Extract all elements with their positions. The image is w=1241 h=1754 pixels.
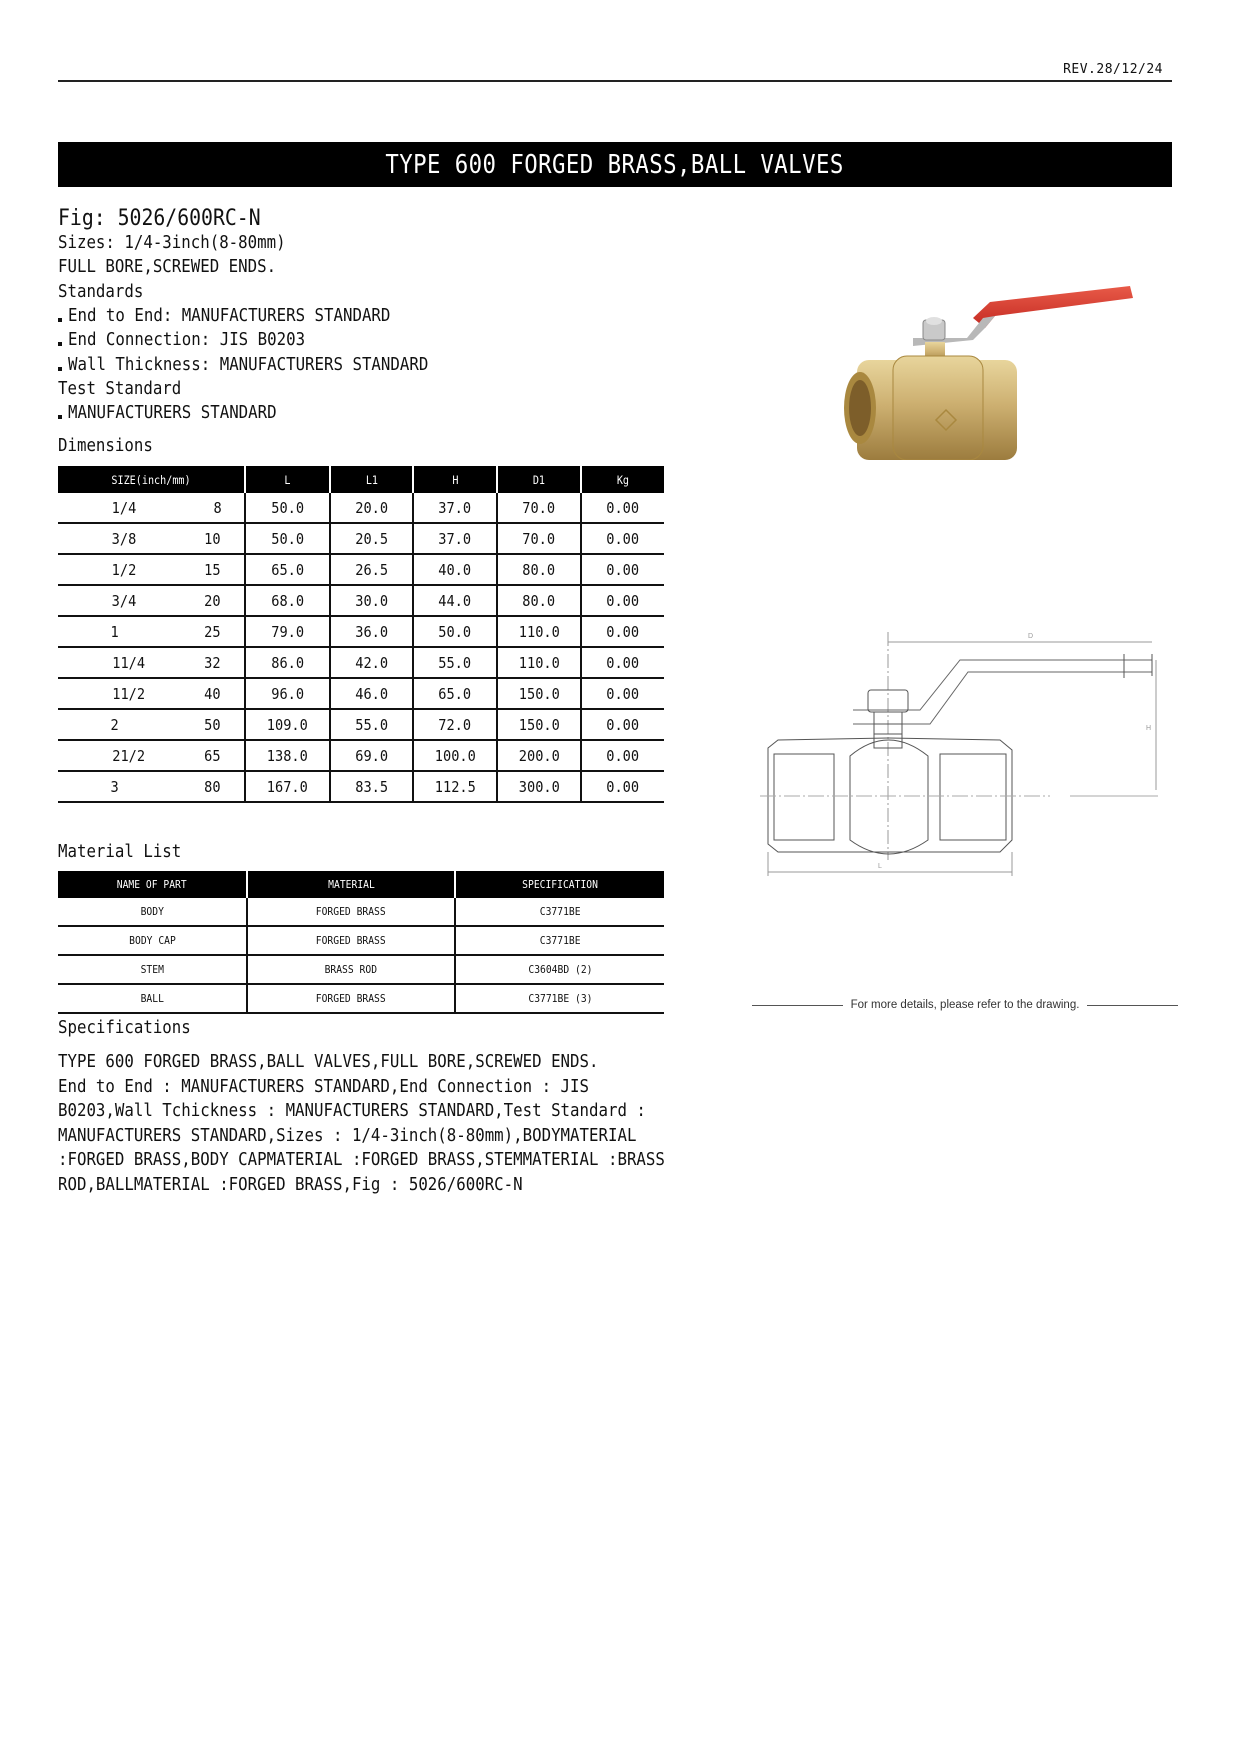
l1-cell: 20.5	[330, 523, 413, 554]
column-header: NAME OF PART	[58, 871, 247, 898]
size-mm-cell: 20	[172, 585, 245, 616]
spec-line: End to End : MANUFACTURERS STANDARD,End Connection : JIS	[58, 1076, 590, 1097]
spec-line: ROD,BALLMATERIAL :FORGED BRASS,Fig : 5026/600RC-N	[58, 1174, 523, 1195]
table-row	[58, 771, 664, 802]
test-standard-heading	[58, 379, 195, 399]
dimensions-heading-text: Dimensions	[58, 436, 153, 456]
l1-cell: 46.0	[330, 678, 413, 709]
kg-cell: 0.00	[581, 523, 664, 554]
dimensions-header-row	[58, 466, 664, 493]
size-mm-cell: 80	[172, 771, 245, 802]
h-cell: 37.0	[413, 493, 497, 523]
size-inch-cell: 11/4	[58, 647, 172, 678]
d1-cell: 200.0	[497, 740, 581, 771]
specifications-text	[58, 1050, 718, 1197]
table-row	[58, 709, 664, 740]
l1-cell: 42.0	[330, 647, 413, 678]
page-title: TYPE 600 FORGED BRASS,BALL VALVES	[385, 149, 845, 180]
kg-cell: 0.00	[581, 493, 664, 523]
h-cell: 44.0	[413, 585, 497, 616]
kg-cell: 0.00	[581, 678, 664, 709]
standard-item	[58, 330, 331, 350]
size-inch-cell: 11/2	[58, 678, 172, 709]
table-row	[58, 740, 664, 771]
column-header: SPECIFICATION	[455, 871, 664, 898]
table-row	[58, 647, 664, 678]
dimension-label-l: L	[878, 863, 882, 870]
h-cell: 55.0	[413, 647, 497, 678]
l1-cell: 55.0	[330, 709, 413, 740]
l1-cell: 26.5	[330, 554, 413, 585]
material-cell: FORGED BRASS	[247, 898, 455, 926]
d1-cell: 150.0	[497, 678, 581, 709]
l-cell: 96.0	[245, 678, 330, 709]
part-cell: STEM	[58, 955, 247, 984]
size-inch-cell: 3/8	[58, 523, 172, 554]
table-row	[58, 984, 664, 1013]
table-row	[58, 523, 664, 554]
title-bar	[58, 142, 1172, 187]
part-cell: BODY CAP	[58, 926, 247, 955]
test-standard-item-text: MANUFACTURERS STANDARD	[68, 403, 277, 423]
size-mm-cell: 65	[172, 740, 245, 771]
h-cell: 50.0	[413, 616, 497, 647]
size-mm-cell: 40	[172, 678, 245, 709]
column-header: MATERIAL	[247, 871, 455, 898]
h-cell: 100.0	[413, 740, 497, 771]
kg-cell: 0.00	[581, 616, 664, 647]
specifications-heading-text: Specifications	[58, 1018, 191, 1038]
dimension-label-h: H	[1146, 725, 1152, 732]
column-header: SIZE(inch/mm)	[58, 466, 245, 493]
size-mm-cell: 50	[172, 709, 245, 740]
spec-line: B0203,Wall Tchickness : MANUFACTURERS STANDARD,Test Standard :	[58, 1101, 646, 1121]
material-header-row	[58, 871, 664, 898]
caption-text: For more details, please refer to the drawing.	[850, 999, 1080, 1011]
kg-cell: 0.00	[581, 554, 664, 585]
test-standard-heading-text: Test Standard	[58, 379, 182, 399]
l-cell: 167.0	[245, 771, 330, 802]
l1-cell: 30.0	[330, 585, 413, 616]
kg-cell: 0.00	[581, 709, 664, 740]
size-mm-cell: 15	[172, 554, 245, 585]
sizes-line	[58, 233, 311, 253]
specification-cell: C3771BE (3)	[455, 984, 664, 1013]
handle-red	[973, 286, 1133, 328]
valve-photo	[815, 280, 1145, 460]
column-header: H	[413, 466, 497, 493]
h-cell: 65.0	[413, 678, 497, 709]
l-cell: 50.0	[245, 493, 330, 523]
d1-cell: 110.0	[497, 647, 581, 678]
table-row	[58, 554, 664, 585]
caption-rule-left	[752, 1005, 843, 1006]
table-row	[58, 585, 664, 616]
bore-line	[58, 257, 300, 277]
l-cell: 50.0	[245, 523, 330, 554]
table-row	[58, 955, 664, 984]
material-list-heading	[58, 842, 195, 862]
figure-number	[58, 206, 283, 231]
valve-drawing	[750, 620, 1160, 882]
spec-line: MANUFACTURERS STANDARD,Sizes : 1/4-3inch(8-80mm),BODYMATERIAL	[58, 1125, 637, 1146]
l-cell: 65.0	[245, 554, 330, 585]
test-standard-item	[58, 403, 300, 423]
standard-item-text: End to End: MANUFACTURERS STANDARD	[68, 306, 391, 326]
caption-rule-right	[1087, 1005, 1178, 1006]
d1-cell: 110.0	[497, 616, 581, 647]
dimensions-heading	[58, 436, 163, 456]
dimensions-table	[58, 466, 664, 803]
kg-cell: 0.00	[581, 771, 664, 802]
table-row	[58, 678, 664, 709]
material-table	[58, 871, 664, 1014]
standards-heading-text: Standards	[58, 282, 144, 302]
table-row	[58, 898, 664, 926]
material-list-heading-text: Material List	[58, 842, 182, 862]
size-mm-cell: 32	[172, 647, 245, 678]
size-mm-cell: 8	[172, 493, 245, 523]
part-cell: BALL	[58, 984, 247, 1013]
d1-cell: 300.0	[497, 771, 581, 802]
top-rule	[58, 80, 1172, 82]
specifications-heading	[58, 1018, 206, 1038]
part-cell: BODY	[58, 898, 247, 926]
table-row	[58, 616, 664, 647]
d1-cell: 80.0	[497, 554, 581, 585]
l-cell: 79.0	[245, 616, 330, 647]
standards-heading	[58, 282, 153, 302]
size-inch-cell: 1/2	[58, 554, 172, 585]
spec-line: TYPE 600 FORGED BRASS,BALL VALVES,FULL BORE,SCREWED ENDS.	[58, 1052, 599, 1072]
l1-cell: 83.5	[330, 771, 413, 802]
revision-date: REV.28/12/24	[1063, 62, 1163, 77]
kg-cell: 0.00	[581, 740, 664, 771]
size-inch-cell: 1	[58, 616, 172, 647]
size-inch-cell: 1/4	[58, 493, 172, 523]
d1-cell: 80.0	[497, 585, 581, 616]
h-cell: 72.0	[413, 709, 497, 740]
l1-cell: 69.0	[330, 740, 413, 771]
h-cell: 37.0	[413, 523, 497, 554]
column-header: L	[245, 466, 330, 493]
bore-text: FULL BORE,SCREWED ENDS.	[58, 257, 277, 277]
size-mm-cell: 25	[172, 616, 245, 647]
size-mm-cell: 10	[172, 523, 245, 554]
specification-cell: C3771BE	[455, 926, 664, 955]
material-cell: FORGED BRASS	[247, 926, 455, 955]
l-cell: 109.0	[245, 709, 330, 740]
size-inch-cell: 2	[58, 709, 172, 740]
sizes-text: Sizes: 1/4-3inch(8-80mm)	[58, 233, 286, 253]
standard-item	[58, 306, 426, 326]
l1-cell: 20.0	[330, 493, 413, 523]
d1-cell: 70.0	[497, 493, 581, 523]
l-cell: 138.0	[245, 740, 330, 771]
kg-cell: 0.00	[581, 647, 664, 678]
material-cell: FORGED BRASS	[247, 984, 455, 1013]
h-cell: 112.5	[413, 771, 497, 802]
d1-cell: 150.0	[497, 709, 581, 740]
kg-cell: 0.00	[581, 585, 664, 616]
spec-line: :FORGED BRASS,BODY CAPMATERIAL :FORGED BRASS,STEMMATERIAL :BRASS	[58, 1150, 665, 1170]
drawing-caption	[752, 995, 1178, 1015]
table-row	[58, 493, 664, 523]
material-cell: BRASS ROD	[247, 955, 455, 984]
column-header: L1	[330, 466, 413, 493]
standard-item	[58, 355, 468, 375]
column-header: Kg	[581, 466, 664, 493]
size-inch-cell: 21/2	[58, 740, 172, 771]
table-row	[58, 926, 664, 955]
figure-number-text: Fig: 5026/600RC-N	[58, 206, 261, 231]
size-inch-cell: 3/4	[58, 585, 172, 616]
l-cell: 68.0	[245, 585, 330, 616]
l-cell: 86.0	[245, 647, 330, 678]
l1-cell: 36.0	[330, 616, 413, 647]
column-header: D1	[497, 466, 581, 493]
standard-item-text: End Connection: JIS B0203	[68, 330, 306, 350]
specification-cell: C3771BE	[455, 898, 664, 926]
d1-cell: 70.0	[497, 523, 581, 554]
h-cell: 40.0	[413, 554, 497, 585]
dimension-label-d: D	[1028, 633, 1034, 640]
specification-cell: C3604BD (2)	[455, 955, 664, 984]
standard-item-text: Wall Thickness: MANUFACTURERS STANDARD	[68, 355, 429, 375]
size-inch-cell: 3	[58, 771, 172, 802]
